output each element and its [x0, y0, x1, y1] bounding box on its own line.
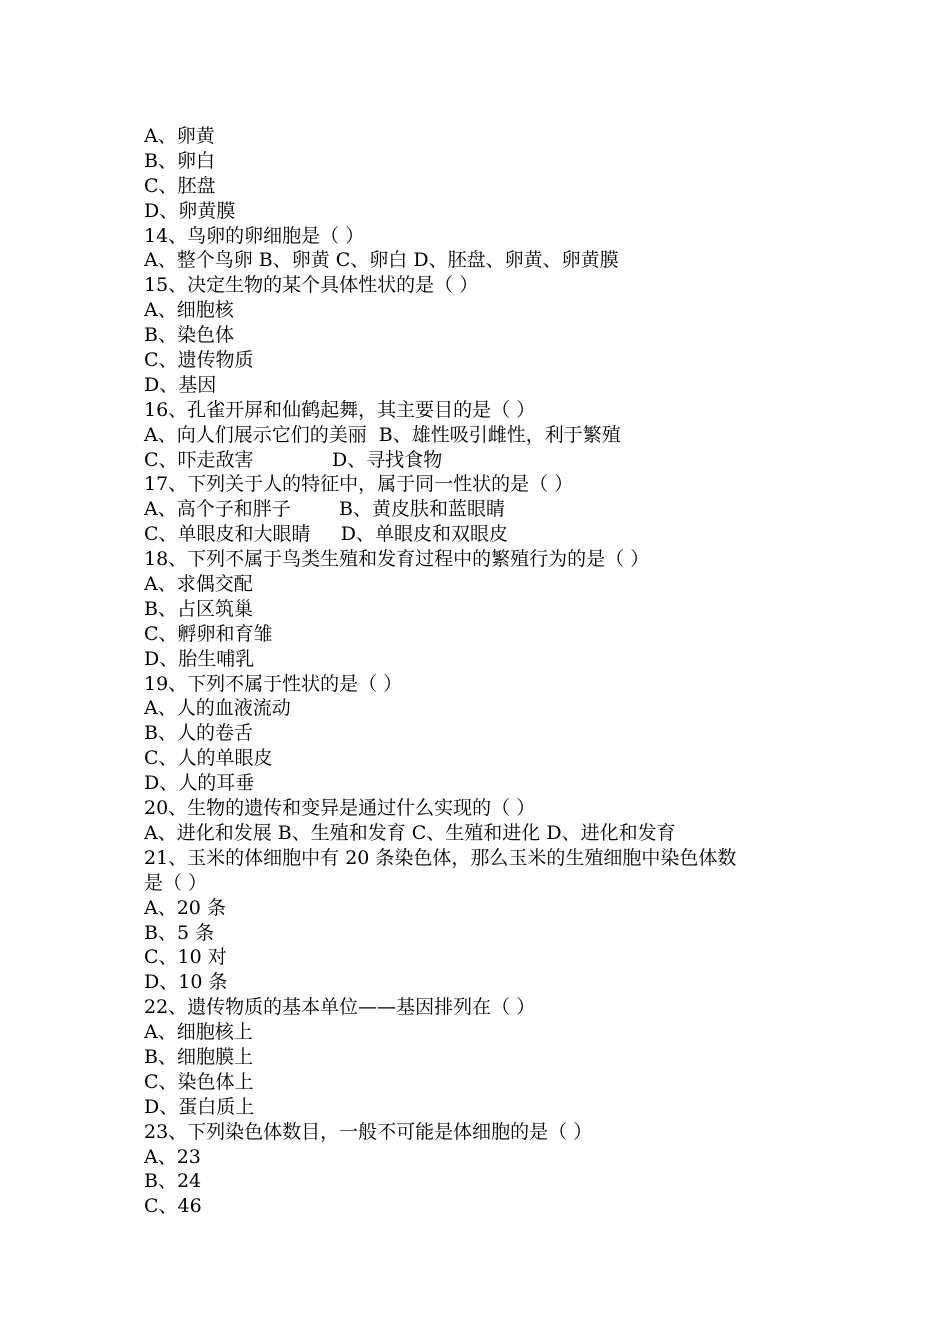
text-line: 21、玉米的体细胞中有 20 条染色体，那么玉米的生殖细胞中染色体数 — [144, 846, 737, 869]
text-line: A、23 — [144, 1145, 201, 1168]
text-line: B、细胞膜上 — [144, 1045, 253, 1068]
text-line: C、遗传物质 — [144, 349, 254, 372]
text-line: D、人的耳垂 — [144, 772, 255, 795]
text-line: 14、鸟卵的卵细胞是（ ） — [144, 224, 365, 247]
text-line: A、20 条 — [144, 896, 226, 919]
text-line: A、整个鸟卵 B、卵黄 C、卵白 D、胚盘、卵黄、卵黄膜 — [144, 249, 619, 272]
text-line: 18、下列不属于鸟类生殖和发育过程中的繁殖行为的是（ ） — [144, 548, 650, 571]
text-line: B、卵白 — [144, 149, 215, 172]
text-line: B、5 条 — [144, 921, 215, 944]
text-line: A、细胞核 — [144, 299, 234, 322]
text-line: 23、下列染色体数目，一般不可能是体细胞的是（ ） — [144, 1120, 593, 1143]
text-line: D、10 条 — [144, 971, 228, 994]
text-line: C、46 — [144, 1195, 202, 1218]
text-line: B、24 — [144, 1170, 202, 1193]
text-line: A、向人们展示它们的美丽 B、雄性吸引雌性，利于繁殖 — [144, 423, 621, 446]
text-line: D、基因 — [144, 373, 217, 396]
text-line: A、高个子和胖子 B、黄皮肤和蓝眼睛 — [144, 498, 506, 521]
document-body — [144, 124, 824, 1219]
text-line: B、染色体 — [144, 324, 234, 347]
text-line: A、进化和发展 B、生殖和发育 C、生殖和进化 D、进化和发育 — [144, 821, 676, 844]
text-line: A、细胞核上 — [144, 1021, 253, 1044]
text-line: C、人的单眼皮 — [144, 747, 273, 770]
text-line: 22、遗传物质的基本单位——基因排列在（ ） — [144, 996, 536, 1019]
text-line: 17、下列关于人的特征中，属于同一性状的是（ ） — [144, 473, 574, 496]
text-line: C、单眼皮和大眼睛 D、单眼皮和双眼皮 — [144, 523, 508, 546]
text-line: B、占区筑巢 — [144, 597, 253, 620]
text-line: A、求偶交配 — [144, 573, 253, 596]
text-line: 是（ ） — [144, 871, 208, 894]
text-line: 19、下列不属于性状的是（ ） — [144, 672, 403, 695]
text-line: C、吓走敌害 D、寻找食物 — [144, 448, 443, 471]
text-line: C、胚盘 — [144, 174, 216, 197]
text-line: B、人的卷舌 — [144, 722, 253, 745]
text-line: C、孵卵和育雏 — [144, 622, 273, 645]
text-line: 20、生物的遗传和变异是通过什么实现的（ ） — [144, 797, 536, 820]
text-line: D、胎生哺乳 — [144, 647, 255, 670]
text-line: D、蛋白质上 — [144, 1095, 255, 1118]
text-line: A、人的血液流动 — [144, 697, 291, 720]
text-line: D、卵黄膜 — [144, 199, 236, 222]
text-line: A、卵黄 — [144, 125, 215, 147]
text-line: C、10 对 — [144, 946, 227, 969]
text-line: C、染色体上 — [144, 1070, 254, 1093]
text-line: 16、孔雀开屏和仙鹤起舞，其主要目的是（ ） — [144, 398, 536, 421]
text-line: 15、决定生物的某个具体性状的是（ ） — [144, 274, 479, 297]
